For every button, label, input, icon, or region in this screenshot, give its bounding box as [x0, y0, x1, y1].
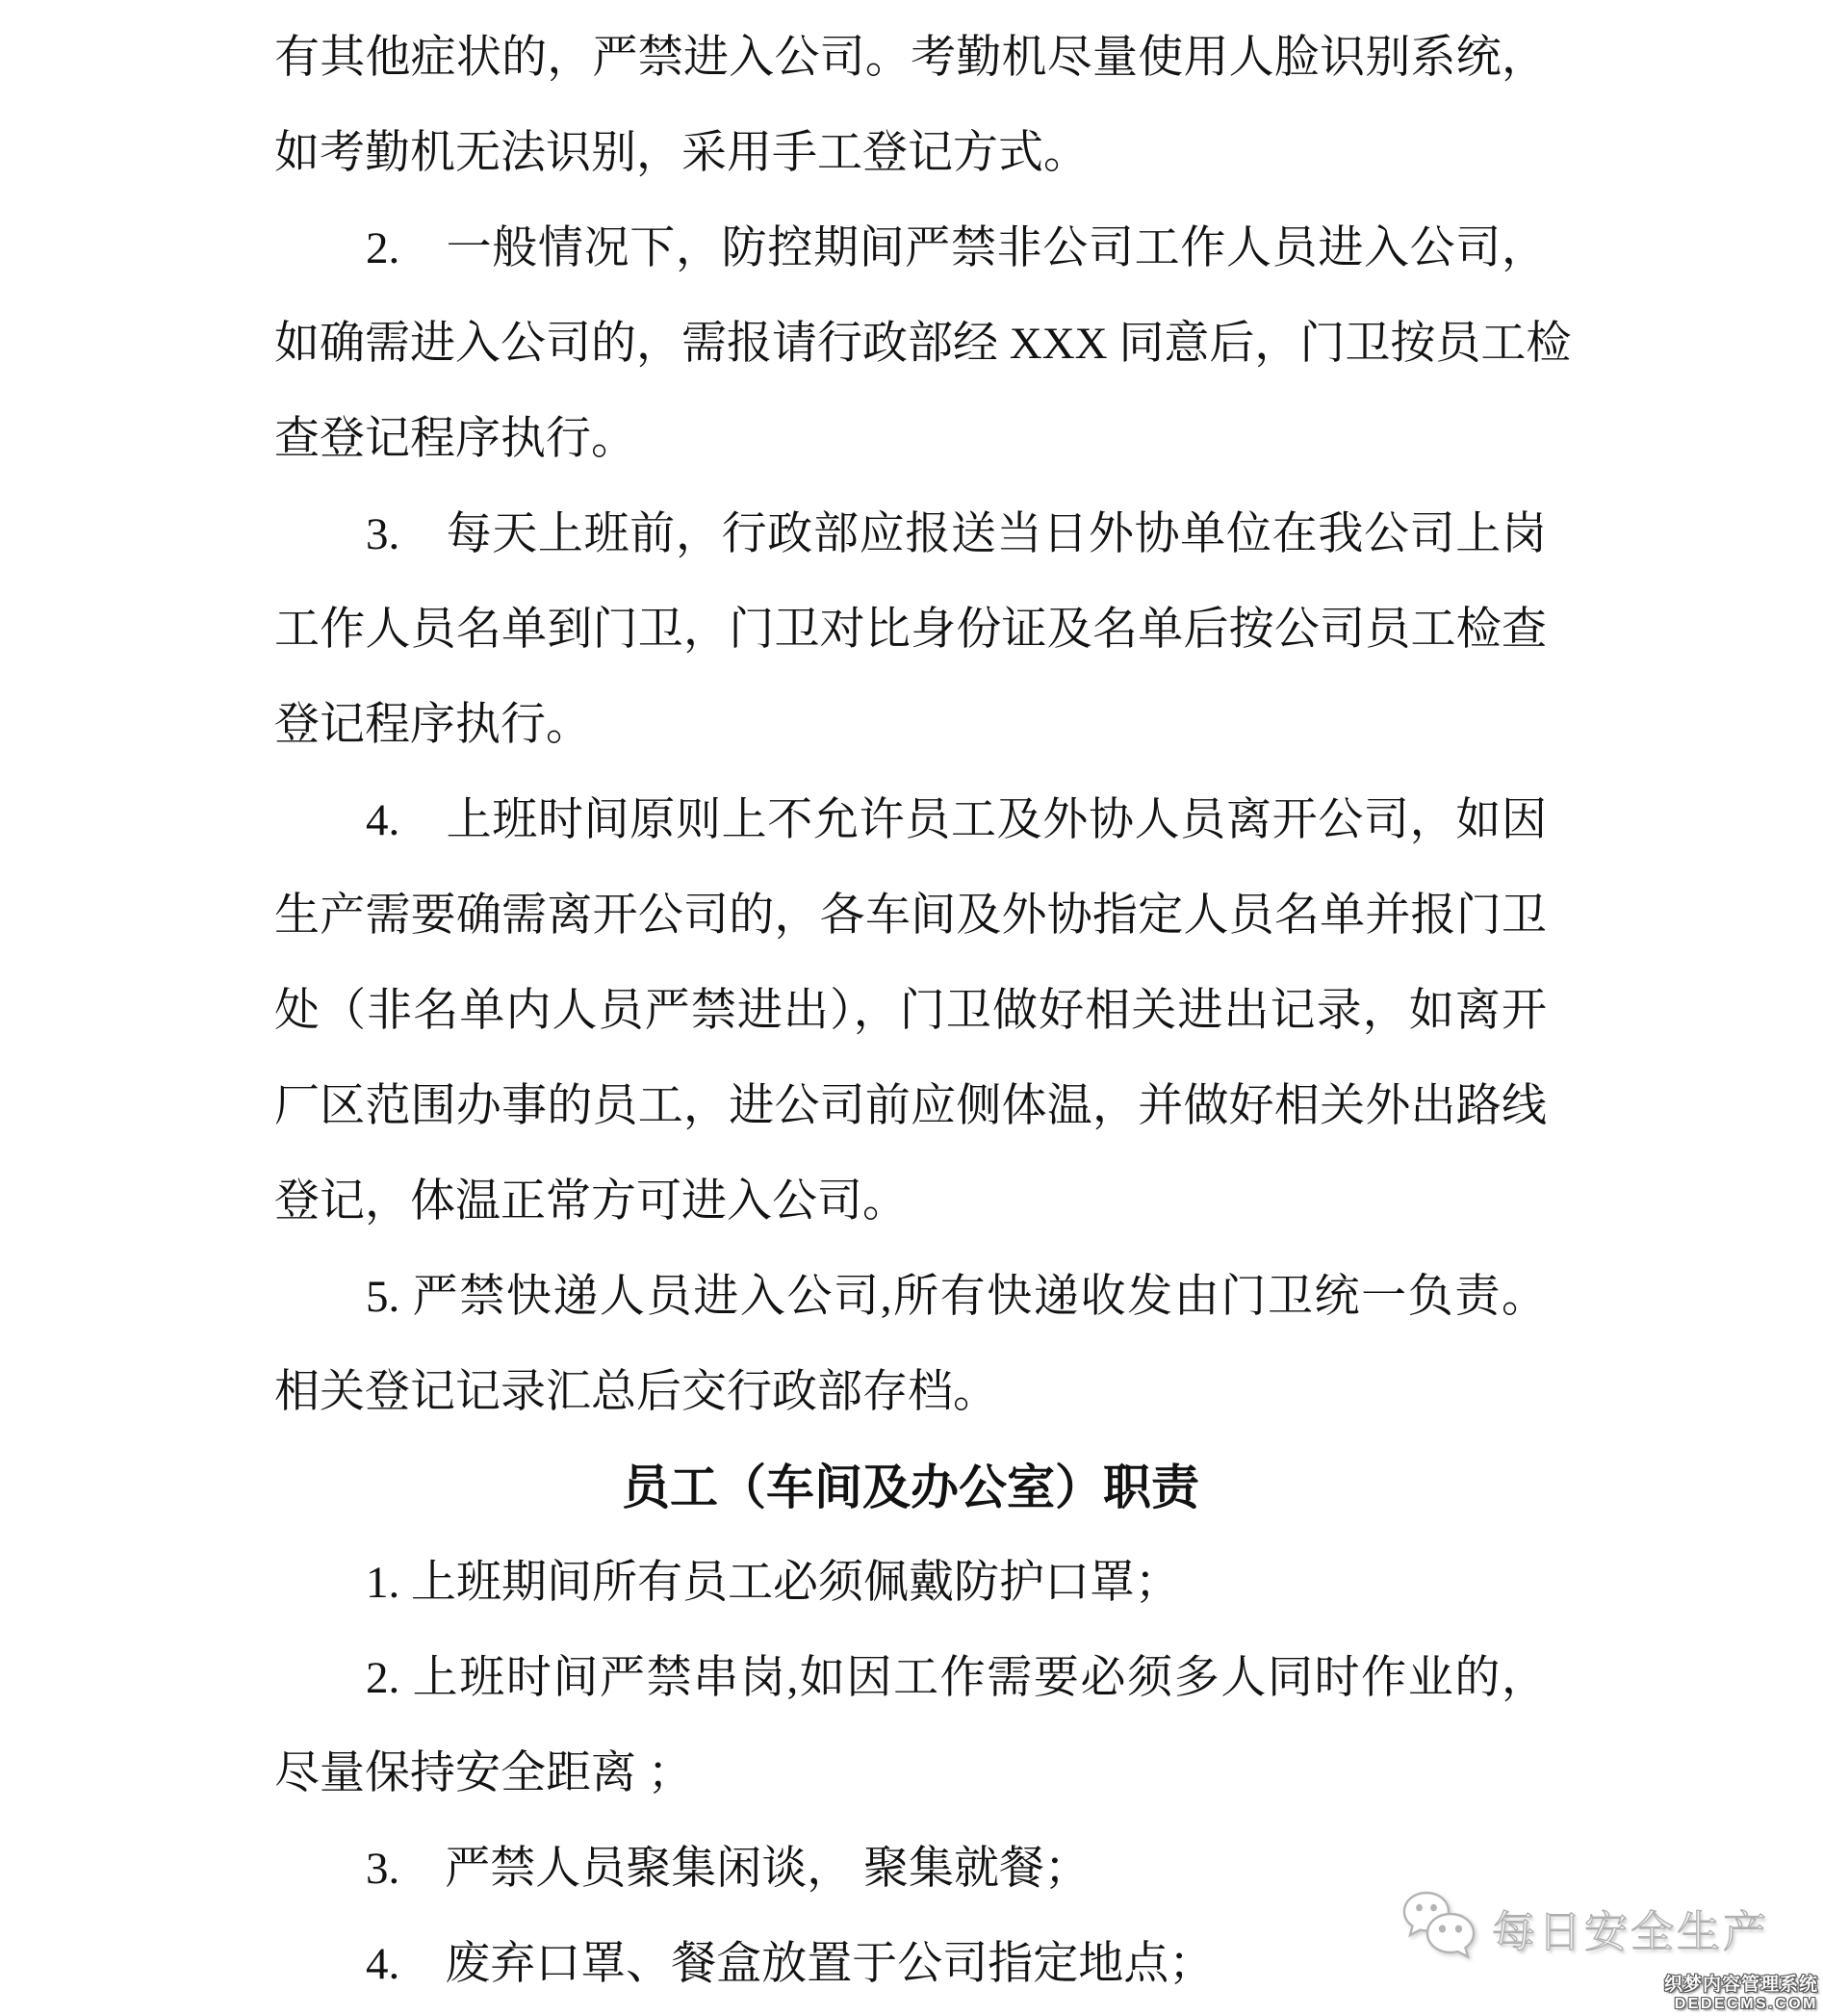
document-line: 如考勤机无法识别，采用手工登记方式。	[274, 128, 1089, 178]
document-line: 有其他症状的，严禁进入公司。考勤机尽量使用人脸识别系统，	[274, 33, 1547, 83]
wechat-icon	[1398, 1885, 1482, 1970]
document-line: 生产需要确需离开公司的，各车间及外协指定人员名单并报门卫	[274, 891, 1547, 941]
document-line: 厂区范围办事的员工，进公司前应侧体温，并做好相关外出路线	[274, 1081, 1547, 1131]
document-line: 查登记程序执行。	[274, 414, 636, 464]
list-item: 4. 上班时间原则上不允许员工及外协人员离开公司，如因	[366, 795, 1547, 845]
cms-badge	[1664, 1975, 1818, 2013]
document-line: 登记程序执行。	[274, 700, 591, 750]
document-line: 处（非名单内人员严禁进出），门卫做好相关进出记录，如离开	[274, 986, 1547, 1036]
list-item: 3. 严禁人员聚集闲谈， 聚集就餐；	[366, 1844, 1090, 1894]
document-line: 登记，体温正常方可进入公司。	[274, 1176, 908, 1227]
list-item: 5. 严禁快递人员进入公司,所有快递收发由门卫统一负责。	[366, 1272, 1547, 1322]
document-line: 如确需进入公司的，需报请行政部经 XXX 同意后，门卫按员工检	[274, 319, 1572, 369]
document-body	[274, 11, 1572, 2012]
cms-badge-domain: DEDECMS.COM	[1674, 1995, 1818, 2012]
watermark-brand-text: 每日安全生产	[1492, 1906, 1770, 1956]
cms-badge-name: 织梦内容管理系统	[1663, 1974, 1818, 1995]
brand-watermark	[1398, 1885, 1769, 1970]
list-item: 3. 每天上班前，行政部应报送当日外协单位在我公司上岗	[366, 509, 1547, 559]
section-heading: 员工（车间及办公室）职责	[622, 1460, 1199, 1514]
list-item: 2. 上班时间严禁串岗,如因工作需要必须多人同时作业的，	[366, 1653, 1547, 1703]
list-item: 2. 一般情况下，防控期间严禁非公司工作人员进入公司，	[366, 223, 1547, 273]
document-line: 尽量保持安全距离 ；	[274, 1748, 693, 1798]
list-item: 1. 上班期间所有员工必须佩戴防护口罩；	[366, 1558, 1180, 1608]
list-item: 4. 废弃口罩、餐盒放置于公司指定地点；	[366, 1939, 1215, 1989]
document-line: 工作人员名单到门卫，门卫对比身份证及名单后按公司员工检查	[274, 605, 1547, 655]
document-line: 相关登记记录汇总后交行政部存档。	[274, 1367, 998, 1417]
